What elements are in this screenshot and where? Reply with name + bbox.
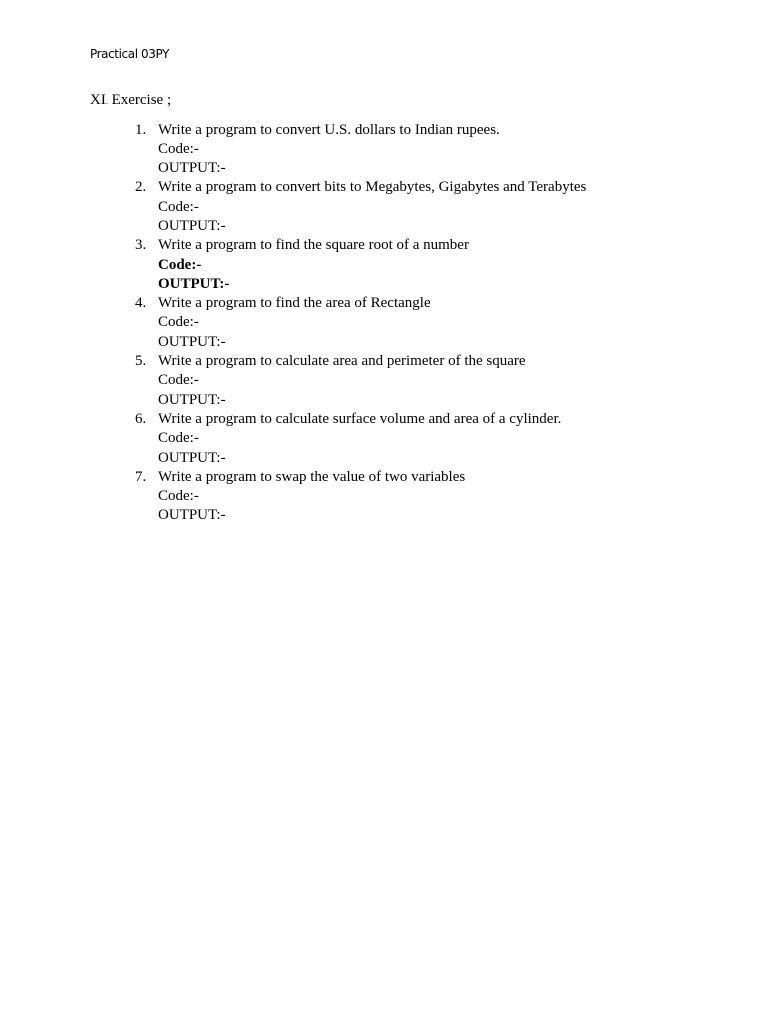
exercise-task: Write a program to calculate area and perimeter of the square (158, 353, 526, 370)
exercise-output-label: OUTPUT:- (158, 507, 226, 524)
exercise-code-label: Code:- (158, 256, 202, 273)
exercise-list (0, 121, 768, 526)
section-roman-numeral: XI (90, 92, 106, 108)
section-heading (90, 92, 171, 109)
exercise-output-label: OUTPUT:- (158, 160, 226, 177)
exercise-item (0, 352, 768, 410)
exercise-output-label: OUTPUT:- (158, 391, 226, 408)
exercise-number: 4. (135, 295, 147, 312)
exercise-output-label: OUTPUT:- (158, 275, 230, 292)
exercise-number: 1. (135, 121, 147, 138)
exercise-item (0, 468, 768, 526)
exercise-code-label: Code:- (158, 140, 199, 157)
exercise-task: Write a program to convert U.S. dollars to Indian rupees. (158, 121, 500, 138)
exercise-number: 2. (135, 179, 147, 196)
exercise-output-label: OUTPUT:- (158, 449, 226, 466)
exercise-item (0, 294, 768, 352)
exercise-task: Write a program to calculate surface volume and area of a cylinder. (158, 410, 562, 427)
exercise-code-label: Code:- (158, 430, 199, 447)
exercise-number: 6. (135, 410, 147, 427)
exercise-item (0, 410, 768, 468)
exercise-task: Write a program to find the area of Rectangle (158, 295, 431, 312)
section-title-text: Exercise ; (107, 92, 172, 108)
exercise-code-label: Code:- (158, 314, 199, 331)
exercise-item (0, 236, 768, 294)
exercise-output-label: OUTPUT:- (158, 333, 226, 350)
exercise-task: Write a program to find the square root of a number (158, 237, 469, 254)
section-roman-dot: . (105, 97, 108, 106)
exercise-number: 3. (135, 237, 147, 254)
exercise-task: Write a program to convert bits to Megabytes, Gigabytes and Terabytes (158, 179, 587, 196)
exercise-item (0, 121, 768, 179)
exercise-code-label: Code:- (158, 198, 199, 215)
exercise-code-label: Code:- (158, 372, 199, 389)
exercise-number: 5. (135, 353, 147, 370)
exercise-task: Write a program to swap the value of two variables (158, 468, 466, 485)
exercise-item (0, 178, 768, 236)
page-header: Practical 03PY (90, 47, 170, 61)
exercise-output-label: OUTPUT:- (158, 217, 226, 234)
exercise-code-label: Code:- (158, 488, 199, 505)
exercise-number: 7. (135, 468, 147, 485)
